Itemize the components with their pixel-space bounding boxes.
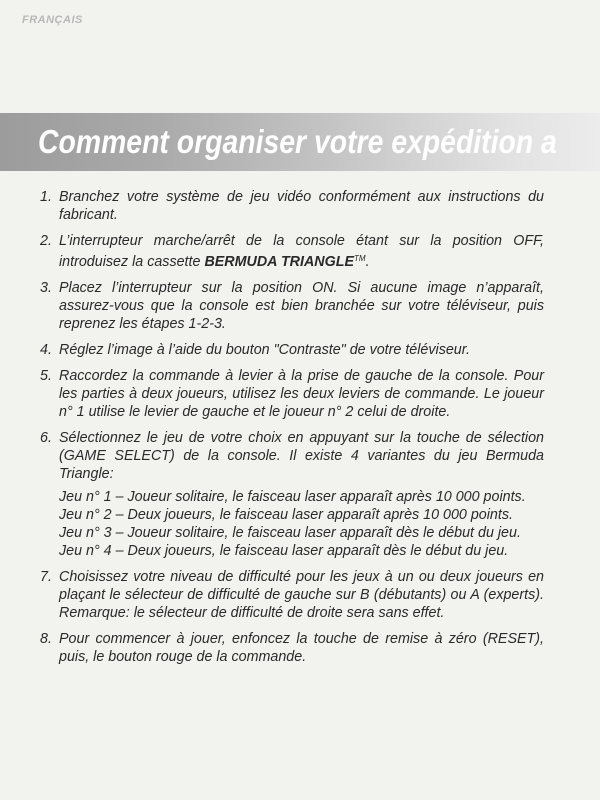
language-label: FRANÇAIS [22,14,83,26]
step-text: L’interrupteur marche/arrêt de la console étant sur la position OFF, introduisez la cassette [59,233,544,270]
step-text-end: . [365,254,370,270]
game-variant: Jeu n° 2 – Deux joueurs, le faisceau laser apparaît après 10 000 points. [59,507,513,523]
step-text: Placez l’interrupteur sur la position ON. Si aucune image n’apparaît, assurez-vous que la console est bien branchée sur votre téléviseur, puis reprenez les étapes 1-2-3. [59,280,544,332]
list-item [40,630,544,666]
game-variant: Jeu n° 3 – Joueur solitaire, le faisceau laser apparaît dès le début du jeu. [59,525,521,541]
step-text: Sélectionnez le jeu de votre choix en appuyant sur la touche de sélection (GAME SELECT) de la console. Il existe 4 variantes du jeu Bermuda Triangle: [59,430,544,482]
step-text: Pour commencer à jouer, enfoncez la touche de remise à zéro (RESET), puis, le bouton rouge de la commande. [59,631,544,665]
list-item [40,341,544,359]
game-variants [59,488,544,560]
list-item [40,429,544,560]
list-item [40,188,544,224]
step-number: 3. [40,280,52,296]
game-variant: Jeu n° 1 – Joueur solitaire, le faisceau laser apparaît après 10 000 points. [59,489,526,505]
instruction-list [40,188,544,674]
step-text: Réglez l’image à l’aide du bouton "Contraste" de votre téléviseur. [59,342,470,358]
step-number: 1. [40,189,52,205]
trademark-mark: TM [354,254,366,263]
list-item [40,367,544,421]
game-variant: Jeu n° 4 – Deux joueurs, le faisceau laser apparaît dès le début du jeu. [59,543,509,559]
step-number: 2. [40,233,52,249]
brand-name: BERMUDA TRIANGLE [204,254,355,270]
step-text: Branchez votre système de jeu vidéo conformément aux instructions du fabricant. [59,189,544,223]
list-item [40,568,544,622]
step-number: 8. [40,631,52,647]
step-number: 6. [40,430,52,446]
step-text: Raccordez la commande à levier à la prise de gauche de la console. Pour les parties à deux joueurs, utilisez les deux leviers de commande. Le joueur n° 1 utilise le levier de gauche et le joueur n° 2 celui de droite. [59,368,544,420]
list-item [40,279,544,333]
step-number: 4. [40,342,52,358]
step-text: Choisissez votre niveau de difficulté pour les jeux à un ou deux joueurs en plaçant le sélecteur de difficulté de gauche sur B (débutants) ou A (experts). Remarque: le sélecteur de difficulté de droite sera sans effet. [59,569,544,621]
section-title: Comment organiser votre expédition a [38,123,557,160]
step-number: 7. [40,569,52,585]
list-item [40,232,544,271]
section-banner [0,113,600,171]
step-number: 5. [40,368,52,384]
